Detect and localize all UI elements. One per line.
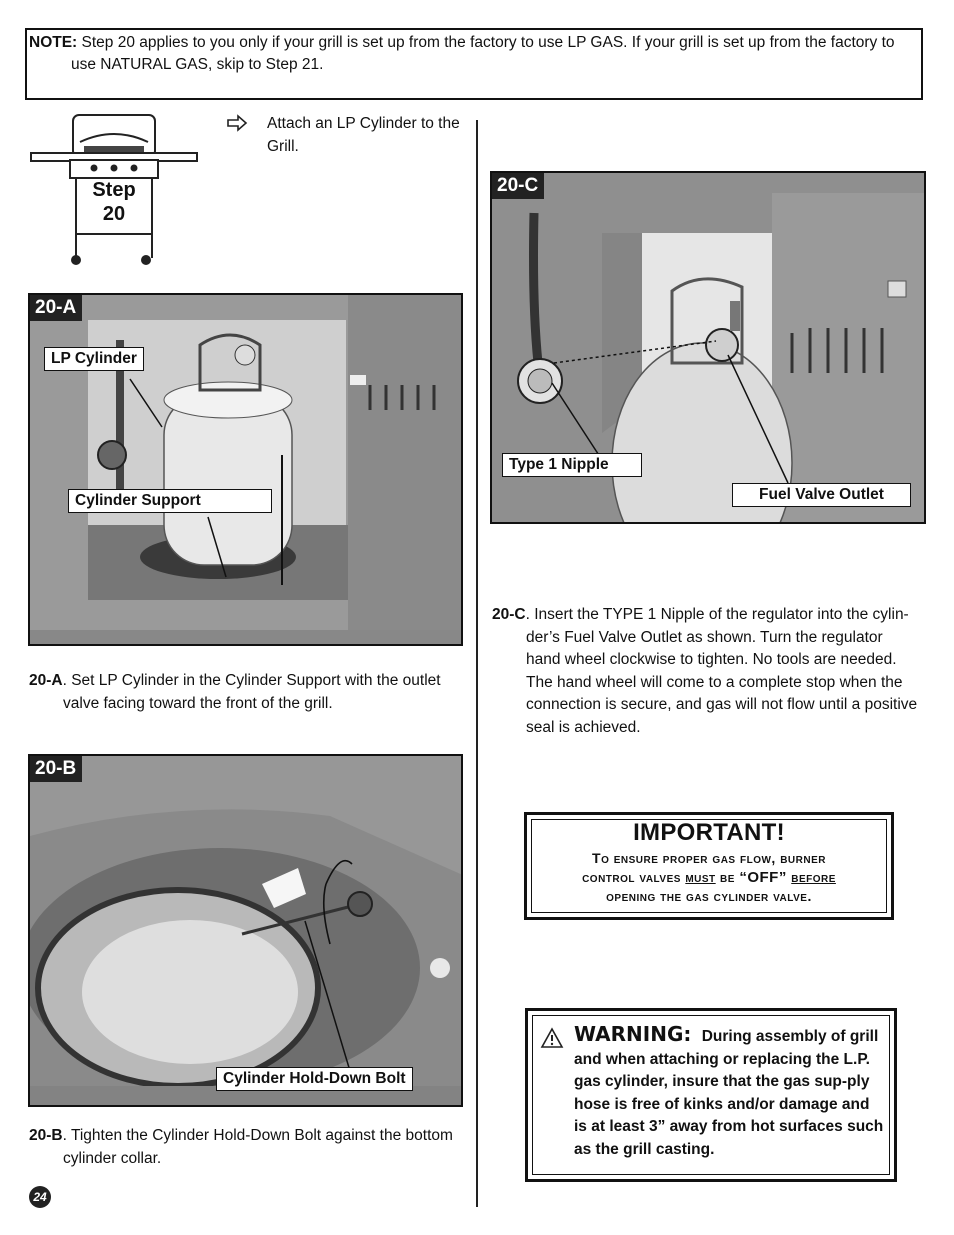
caption-20a [29,670,469,715]
step-word: Step [92,179,136,201]
warning-box [525,1008,897,1182]
caption-20b-line1: . Tighten the Cylinder Hold-Down Bolt against the bottom [62,1127,453,1144]
caption-20a-line2: valve facing toward the front of the grill. [63,694,333,712]
warning-head: WARNING: [574,1022,692,1046]
important-inner-frame [531,819,887,913]
important-line2-b: be [715,869,740,885]
step-instruction-line2: Grill. [267,137,299,155]
step-instruction [267,113,467,158]
caption-20b-ref: 20-B [29,1127,63,1144]
caption-20b [29,1125,469,1170]
important-title: IMPORTANT! [633,819,785,846]
figure-20b [28,754,463,1107]
caption-20a-line1: . Set LP Cylinder in the Cylinder Support with the outlet [62,672,441,689]
important-box [524,812,894,920]
caption-20b-line2: cylinder collar. [63,1149,162,1167]
note-line1: Step 20 applies to you only if your grill is set up from the factory to use LP GAS. If your grill is set up from the factory to [81,34,895,51]
note-line2: use NATURAL GAS, skip to Step 21. [71,56,324,73]
caption-20c-line3: hand wheel clockwise to tighten. No tools are needed. [526,651,897,668]
column-divider [476,120,478,1207]
caption-20c-line1: . Insert the TYPE 1 Nipple of the regulator into the cylin- [525,606,909,623]
warning-text-rest: grill and when attaching or replacing the L.P. gas cylinder, insure that the gas sup-ply hose is free of kinks and/or damage and is at least 3” away from hot surfaces such as the grill casting. [574,1028,884,1158]
caption-20c-line4: The hand wheel will come to a complete stop when the [526,673,903,691]
caption-20c-line5: connection is secure, and gas will not flow until a positive [526,696,918,713]
grill-illustration [28,112,200,270]
note-box [25,28,923,100]
arrow-right-icon [226,112,248,139]
warning-text [574,1023,886,1161]
important-before: before [791,869,836,885]
caption-20a-ref: 20-A [29,672,63,689]
figure-20a-tag: 20-A [30,295,82,321]
important-line1: To ensure proper gas flow, burner [592,850,826,866]
page-number: 24 [29,1186,51,1208]
important-must: must [685,869,716,885]
note-label: NOTE: [29,34,78,51]
callout-lp-cylinder: LP Cylinder [44,347,144,371]
caption-20c [492,604,932,739]
caption-20c-line6: seal is achieved. [526,718,641,736]
caption-20c-line2: der’s Fuel Valve Outlet as shown. Turn the regulator [526,628,883,646]
step-instruction-line1: Attach an LP Cylinder to the [267,115,460,132]
important-line3: opening the gas cylinder valve. [606,888,812,904]
warning-text-first: During assembly of [701,1028,846,1045]
important-line2-a: control valves [582,869,686,885]
figure-20c-tag: 20-C [492,173,544,199]
callout-fuel-valve-outlet: Fuel Valve Outlet [732,483,911,507]
figure-20b-tag: 20-B [30,756,82,782]
caption-20c-ref: 20-C [492,606,526,623]
callout-cylinder-support: Cylinder Support [68,489,272,513]
figure-20c [490,171,926,524]
figure-20a [28,293,463,646]
warning-triangle-icon [540,1027,564,1054]
callout-type1-nipple: Type 1 Nipple [502,453,642,477]
callout-hold-down-bolt: Cylinder Hold-Down Bolt [216,1067,413,1091]
important-off: “OFF” [739,869,787,886]
step-number: 20 [102,203,126,225]
